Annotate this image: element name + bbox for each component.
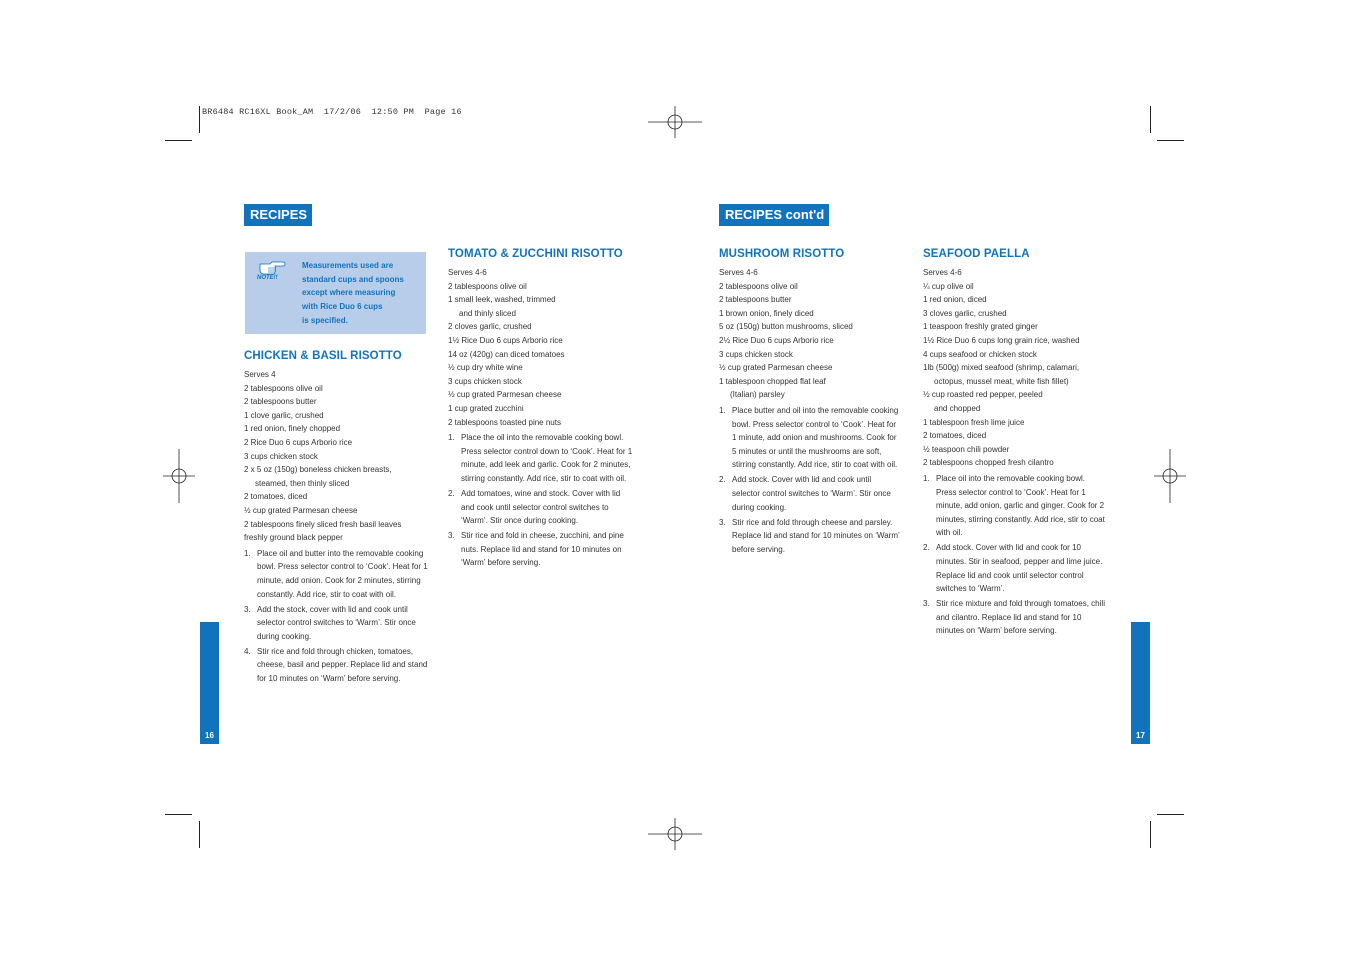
note-label: NOTE!! bbox=[257, 275, 278, 281]
page-heading-recipes: RECIPES bbox=[244, 204, 312, 226]
page-heading-recipes-contd: RECIPES cont'd bbox=[719, 204, 829, 226]
step-text: Add stock. Cover with lid and cook for 10 minutes. Stir in seafood, pepper and lime juice. Replace lid and cook until selector control switches to ‘Warm’. bbox=[936, 543, 1103, 594]
ingredient-item: 2 tablespoons olive oil bbox=[244, 383, 323, 393]
ingredient-item: ¼ cup olive oil bbox=[923, 281, 974, 291]
step-text: Stir rice and fold through chicken, tomatoes, cheese, basil and pepper. Replace lid and stand for 10 minutes on ‘Warm’ before serving. bbox=[257, 646, 428, 684]
page-number: 17 bbox=[1136, 731, 1145, 740]
method-step bbox=[244, 645, 429, 686]
ingredient-item: 3 cups chicken stock bbox=[719, 349, 793, 359]
ingredient-item: 2 tomatoes, diced bbox=[923, 431, 987, 441]
ingredient-item: 2 tablespoons finely sliced fresh basil leaves bbox=[244, 519, 402, 529]
printer-slug: BR6484 RC16XL Book_AM 17/2/06 12:50 PM Page 16 bbox=[202, 107, 462, 117]
method-step bbox=[719, 404, 901, 472]
ingredient-item: 2 tablespoons olive oil bbox=[448, 281, 527, 291]
serves-line: Serves 4-6 bbox=[923, 268, 962, 277]
method-steps bbox=[719, 404, 901, 557]
recipe-title: TOMATO & ZUCCHINI RISOTTO bbox=[448, 248, 623, 260]
step-number: 3. bbox=[244, 604, 251, 614]
ingredient-item: 1 brown onion, finely diced bbox=[719, 308, 814, 318]
recipe-tomato-zucchini-risotto bbox=[448, 247, 633, 572]
recipe-title: CHICKEN & BASIL RISOTTO bbox=[244, 350, 402, 362]
step-text: Place butter and oil into the removable cooking bowl. Press selector control to ‘Cook’. Heat for 1 minute, add onion and mushrooms. Cook for 5 minutes or until the mushrooms are soft, stirring constantly. Add rice, stir to coat with oil. bbox=[732, 405, 899, 470]
step-text: Stir rice and fold in cheese, zucchini, and pine nuts. Replace lid and stand for 10 minutes on ‘Warm’ before serving. bbox=[461, 531, 624, 568]
ingredient-item: octopus, mussel meat, white fish fillet) bbox=[934, 376, 1069, 386]
crop-mark bbox=[1150, 106, 1151, 133]
ingredient-item: 2 x 5 oz (150g) boneless chicken breasts, bbox=[244, 465, 392, 475]
method-steps bbox=[923, 472, 1105, 638]
note-box bbox=[245, 252, 426, 334]
registration-mark-icon bbox=[648, 106, 702, 138]
crop-mark bbox=[1157, 140, 1184, 141]
ingredient-list bbox=[448, 266, 633, 431]
page-number: 16 bbox=[205, 731, 214, 740]
step-text: Place oil and butter into the removable cooking bowl. Press selector control to ‘Cook’. Heat for 1 minute, add onion. Cook for 2 minutes, stirring constantly. Add rice, stir to coat with oil. bbox=[257, 548, 428, 599]
ingredient-item: and chopped bbox=[934, 403, 981, 413]
method-step bbox=[448, 529, 633, 570]
ingredient-item: 2 tablespoons butter bbox=[244, 397, 317, 407]
ingredient-list bbox=[244, 368, 429, 547]
method-step bbox=[448, 487, 633, 528]
ingredient-item: ½ cup grated Parmesan cheese bbox=[244, 505, 358, 515]
method-step bbox=[244, 603, 429, 644]
step-text: Place the oil into the removable cooking bowl. Press selector control down to ‘Cook’. Heat for 1 minute, add leek and garlic. Cook for 2 minutes, stirring constantly. Add rice, stir to coat with oil. bbox=[461, 433, 633, 483]
ingredient-item: 1½ Rice Duo 6 cups long grain rice, washed bbox=[923, 335, 1080, 345]
step-number: 1. bbox=[244, 548, 251, 558]
note-text: Measurements used are standard cups and spoons except where measuring with Rice Duo 6 cups is specified. bbox=[302, 261, 404, 325]
method-step bbox=[923, 597, 1105, 638]
ingredient-item: 2 tablespoons butter bbox=[719, 295, 792, 305]
method-step bbox=[244, 547, 429, 601]
crop-mark bbox=[199, 106, 200, 133]
method-step bbox=[923, 472, 1105, 540]
ingredient-item: steamed, then thinly sliced bbox=[255, 478, 350, 488]
ingredient-item: 1lb (500g) mixed seafood (shrimp, calamari, bbox=[923, 363, 1080, 373]
registration-mark-icon bbox=[163, 449, 195, 503]
ingredient-item: 1 teaspoon freshly grated ginger bbox=[923, 322, 1038, 332]
method-steps bbox=[244, 547, 429, 686]
ingredient-item: (Italian) parsley bbox=[730, 390, 785, 400]
step-number: 3. bbox=[719, 517, 726, 527]
step-number: 1. bbox=[923, 473, 930, 483]
crop-mark bbox=[165, 814, 192, 815]
ingredient-list bbox=[923, 266, 1105, 472]
step-text: Add stock. Cover with lid and cook until selector control switches to ‘Warm’. Stir once during cooking. bbox=[732, 475, 891, 512]
ingredient-item: ½ cup grated Parmesan cheese bbox=[719, 363, 833, 373]
step-number: 3. bbox=[448, 531, 455, 541]
ingredient-item: 1 red onion, diced bbox=[923, 295, 987, 305]
method-step bbox=[448, 431, 633, 485]
crop-mark bbox=[199, 821, 200, 848]
step-number: 1. bbox=[448, 433, 455, 443]
ingredient-item: 2 tomatoes, diced bbox=[244, 492, 308, 502]
step-text: Stir rice and fold through cheese and parsley. Replace lid and stand for 10 minutes on ‘Warm’ before serving. bbox=[732, 517, 900, 554]
ingredient-item: 1 small leek, washed, trimmed bbox=[448, 295, 556, 305]
ingredient-item: ½ cup dry white wine bbox=[448, 363, 523, 373]
registration-mark-icon bbox=[1154, 449, 1186, 503]
recipe-title: SEAFOOD PAELLA bbox=[923, 248, 1030, 260]
registration-mark-icon bbox=[648, 818, 702, 850]
step-number: 2. bbox=[923, 543, 930, 553]
step-number: 2. bbox=[719, 475, 726, 485]
ingredient-item: 2 cloves garlic, crushed bbox=[448, 322, 532, 332]
crop-mark bbox=[1157, 814, 1184, 815]
step-number: 3. bbox=[923, 599, 930, 609]
step-number: 4. bbox=[244, 646, 251, 656]
step-text: Add the stock, cover with lid and cook until selector control switches to ‘Warm’. Stir once during cooking. bbox=[257, 604, 416, 641]
recipe-chicken-basil-risotto bbox=[244, 349, 429, 687]
ingredient-item: 1 tablespoon chopped flat leaf bbox=[719, 376, 826, 386]
ingredient-item: 1 tablespoon fresh lime juice bbox=[923, 417, 1025, 427]
recipe-mushroom-risotto bbox=[719, 247, 901, 558]
ingredient-item: 2 Rice Duo 6 cups Arborio rice bbox=[244, 437, 353, 447]
ingredient-item: 5 oz (150g) button mushrooms, sliced bbox=[719, 322, 853, 332]
pointing-hand-icon bbox=[258, 260, 286, 276]
ingredient-item: freshly ground black pepper bbox=[244, 533, 343, 543]
ingredient-item: 1½ Rice Duo 6 cups Arborio rice bbox=[448, 335, 563, 345]
page-tab-right bbox=[1131, 622, 1150, 744]
crop-mark bbox=[1150, 821, 1151, 848]
crop-mark bbox=[165, 140, 192, 141]
ingredient-item: 2 tablespoons chopped fresh cilantro bbox=[923, 458, 1054, 468]
page-tab-left bbox=[200, 622, 219, 744]
step-number: 1. bbox=[719, 405, 726, 415]
ingredient-item: 2 tablespoons olive oil bbox=[719, 281, 798, 291]
ingredient-item: 3 cups chicken stock bbox=[244, 451, 318, 461]
step-number: 2. bbox=[448, 489, 455, 498]
step-text: Place oil into the removable cooking bowl. Press selector control to ‘Cook’. Heat for 1 minute, add onion, garlic and ginger. Cook for 2 minutes, stirring constantly. Add rice, stir to coat with oil. bbox=[936, 473, 1105, 538]
method-steps bbox=[448, 431, 633, 570]
ingredient-list bbox=[719, 266, 901, 404]
ingredient-item: ½ cup grated Parmesan cheese bbox=[448, 390, 562, 400]
ingredient-item: 4 cups seafood or chicken stock bbox=[923, 349, 1037, 359]
ingredient-item: 2 tablespoons toasted pine nuts bbox=[448, 417, 561, 427]
method-step bbox=[719, 473, 901, 514]
step-text: Add tomatoes, wine and stock. Cover with lid and cook until selector control switches to ‘Warm’. Stir once during cooking. bbox=[461, 489, 621, 526]
serves-line: Serves 4-6 bbox=[719, 268, 758, 277]
ingredient-item: and thinly sliced bbox=[459, 308, 516, 318]
method-step bbox=[719, 516, 901, 557]
ingredient-item: 1 cup grated zucchini bbox=[448, 403, 524, 413]
ingredient-item: 3 cloves garlic, crushed bbox=[923, 308, 1007, 318]
ingredient-item: ½ teaspoon chili powder bbox=[923, 444, 1010, 454]
ingredient-item: 1 red onion, finely chopped bbox=[244, 424, 341, 434]
ingredient-item: ½ cup roasted red pepper, peeled bbox=[923, 390, 1043, 400]
step-text: Stir rice mixture and fold through tomatoes, chili and cilantro. Replace lid and stand for 10 minutes on ‘Warm’ before serving. bbox=[936, 599, 1105, 636]
ingredient-item: 3 cups chicken stock bbox=[448, 376, 522, 386]
recipe-title: MUSHROOM RISOTTO bbox=[719, 248, 845, 260]
recipe-seafood-paella bbox=[923, 247, 1105, 640]
ingredient-item: 1 clove garlic, crushed bbox=[244, 410, 324, 420]
ingredient-item: 2½ Rice Duo 6 cups Arborio rice bbox=[719, 335, 834, 345]
serves-line: Serves 4 bbox=[244, 370, 276, 379]
method-step bbox=[923, 541, 1105, 595]
ingredient-item: 14 oz (420g) can diced tomatoes bbox=[448, 349, 565, 359]
serves-line: Serves 4-6 bbox=[448, 268, 487, 277]
